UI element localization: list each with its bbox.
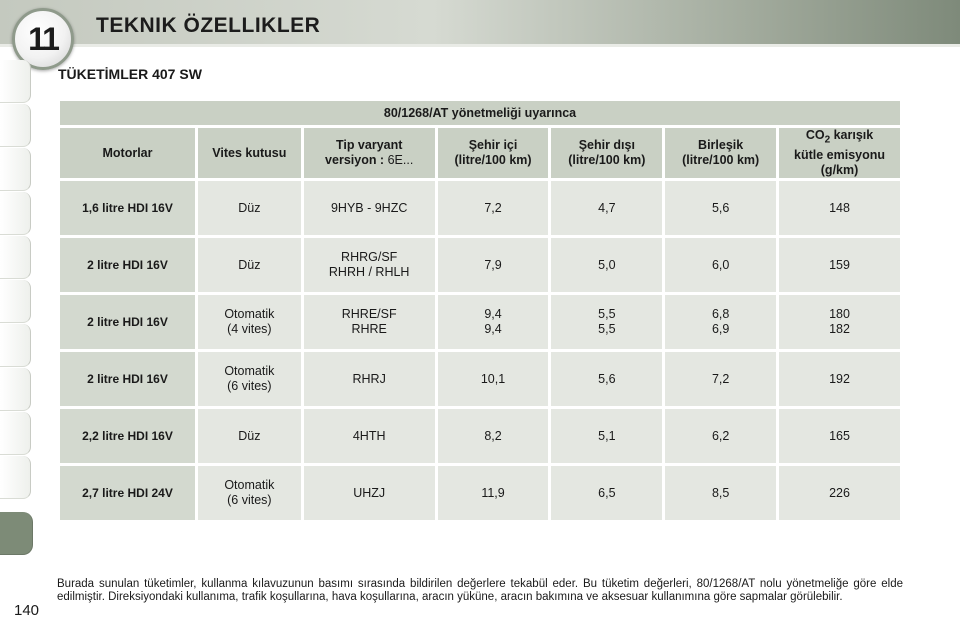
table-row: [60, 181, 900, 235]
chapter-tab[interactable]: [0, 280, 31, 323]
chapter-edge-tabs: [0, 60, 34, 580]
urban-cell: 10,1: [438, 352, 549, 406]
engine-cell: 2 litre HDI 16V: [60, 238, 195, 292]
table-row: [60, 466, 900, 520]
gearbox-cell: Düz: [198, 409, 301, 463]
combined-cell: 6,2: [665, 409, 776, 463]
table-row: [60, 238, 900, 292]
column-header-gearbox: Vites kutusu: [198, 128, 301, 178]
extra-urban-cell: 5,0: [551, 238, 662, 292]
gearbox-cell: Otomatik (6 vites): [198, 466, 301, 520]
regulation-caption: 80/1268/AT yönetmeliği uyarınca: [60, 101, 900, 125]
gearbox-cell: Düz: [198, 181, 301, 235]
chapter-tab-active[interactable]: [0, 512, 33, 555]
footnote-text: Burada sunulan tüketimler, kullanma kılavuzunun basımı sırasında bildirilen değerlere tekabül eder. Bu tüketim değerleri, 80/1268/AT nolu yönetmeliğe göre elde edilmiştir. Direksiyondaki kullanıma, trafik koşullarına, hava koşullarına, aracın yüküne, aracın bakımına ve aksesuar kullanımına göre sapmalar görülebilir.: [57, 578, 903, 603]
chapter-tab[interactable]: [0, 60, 31, 103]
column-header-extra-urban: Şehir dışı (litre/100 km): [551, 128, 662, 178]
co2-cell: 159: [779, 238, 900, 292]
engine-cell: 1,6 litre HDI 16V: [60, 181, 195, 235]
column-header-engine: Motorlar: [60, 128, 195, 178]
type-variant-label: Tip varyant: [335, 138, 403, 152]
variant-cell: RHRG/SF RHRH / RHLH: [304, 238, 435, 292]
chapter-tab[interactable]: [0, 412, 31, 455]
chapter-tab[interactable]: [0, 236, 31, 279]
extra-urban-cell: 5,6: [551, 352, 662, 406]
urban-cell: 8,2: [438, 409, 549, 463]
variant-cell: RHRJ: [304, 352, 435, 406]
variant-cell: UHZJ: [304, 466, 435, 520]
chapter-tab[interactable]: [0, 456, 31, 499]
urban-cell: 7,9: [438, 238, 549, 292]
extra-urban-cell: 5,5 5,5: [551, 295, 662, 349]
engine-cell: 2 litre HDI 16V: [60, 352, 195, 406]
combined-cell: 6,8 6,9: [665, 295, 776, 349]
page-number: 140: [14, 602, 40, 619]
extra-urban-cell: 5,1: [551, 409, 662, 463]
table-row: [60, 352, 900, 406]
chapter-tab[interactable]: [0, 192, 31, 235]
column-header-combined: Birleşik (litre/100 km): [665, 128, 776, 178]
urban-cell: 11,9: [438, 466, 549, 520]
chapter-tab[interactable]: [0, 368, 31, 411]
co2-cell: 192: [779, 352, 900, 406]
column-header-co2: $CO_2$ karışık kütle emisyonu (g/km): [779, 128, 900, 178]
regulation-caption-row: [60, 101, 900, 125]
gearbox-cell: Düz: [198, 238, 301, 292]
combined-cell: 8,5: [665, 466, 776, 520]
variant-cell: RHRE/SF RHRE: [304, 295, 435, 349]
engine-cell: 2,2 litre HDI 16V: [60, 409, 195, 463]
section-title: TÜKETİMLER 407 SW: [58, 66, 202, 82]
column-header-urban: Şehir içi (litre/100 km): [438, 128, 549, 178]
urban-cell: 9,4 9,4: [438, 295, 549, 349]
chapter-tab[interactable]: [0, 104, 31, 147]
combined-cell: 5,6: [665, 181, 776, 235]
gearbox-cell: Otomatik (4 vites): [198, 295, 301, 349]
chapter-number-badge: 11: [12, 8, 74, 70]
type-variant-version: versiyon : 6E...: [325, 153, 414, 167]
chapter-tab[interactable]: [0, 148, 31, 191]
combined-cell: 6,0: [665, 238, 776, 292]
table-row: [60, 295, 900, 349]
urban-cell: 7,2: [438, 181, 549, 235]
extra-urban-cell: 6,5: [551, 466, 662, 520]
co2-cell: 180 182: [779, 295, 900, 349]
engine-cell: 2 litre HDI 16V: [60, 295, 195, 349]
co2-cell: 226: [779, 466, 900, 520]
variant-cell: 4HTH: [304, 409, 435, 463]
consumption-table: [57, 98, 903, 523]
table-header-row: [60, 128, 900, 178]
column-header-type-variant: [304, 128, 435, 178]
chapter-tab[interactable]: [0, 324, 31, 367]
variant-cell: 9HYB - 9HZC: [304, 181, 435, 235]
co2-cell: 148: [779, 181, 900, 235]
engine-cell: 2,7 litre HDI 24V: [60, 466, 195, 520]
chapter-title: TEKNIK ÖZELLIKLER: [96, 14, 321, 37]
gearbox-cell: Otomatik (6 vites): [198, 352, 301, 406]
extra-urban-cell: 4,7: [551, 181, 662, 235]
co2-cell: 165: [779, 409, 900, 463]
combined-cell: 7,2: [665, 352, 776, 406]
table-row: [60, 409, 900, 463]
